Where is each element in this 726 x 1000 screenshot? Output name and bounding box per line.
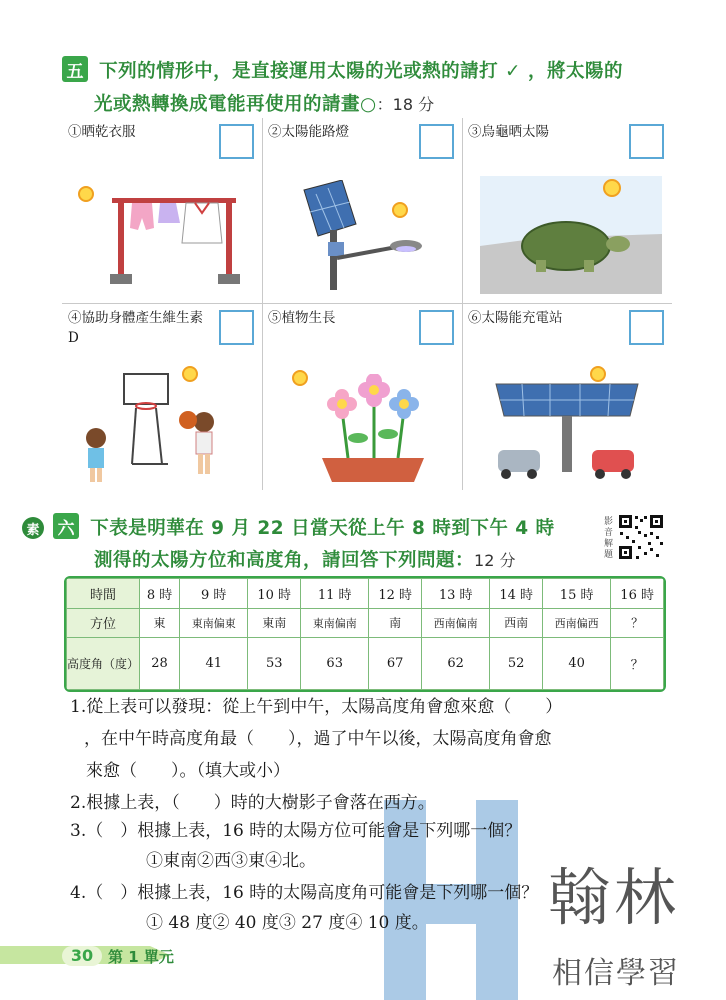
question-2: 2.根據上表，（ ）時的大樹影子會落在西方。 — [70, 793, 435, 813]
item-caption: ②太陽能路燈 — [268, 124, 349, 140]
item-plant-growth — [262, 304, 463, 490]
section5-heading — [62, 56, 682, 83]
qr-label: 影音解題 — [604, 517, 614, 560]
table-cell: 10 時 — [248, 579, 301, 609]
table-cell: 28 — [140, 638, 180, 690]
table-cell: 62 — [422, 638, 490, 690]
item-caption: ①晒乾衣服 — [68, 124, 136, 140]
table-cell: 東南偏東 — [180, 608, 248, 638]
section6-line2: 測得的太陽方位和高度角，請回答下列問題： — [94, 550, 475, 571]
table-cell: 63 — [301, 638, 369, 690]
item-vitamin-d — [62, 304, 263, 490]
question-1-line1: 1.從上表可以發現：從上午到中午，太陽高度角會愈來愈（ ） — [70, 697, 563, 717]
table-cell: ？ — [611, 638, 664, 690]
page-number: 30 — [62, 946, 102, 966]
item-caption: ⑥太陽能充電站 — [468, 310, 563, 326]
table-cell: 西南偏南 — [422, 608, 490, 638]
sun-data-table — [64, 576, 666, 692]
table-cell: 東南 — [248, 608, 301, 638]
item-solar-streetlamp — [262, 118, 463, 304]
table-cell: 東南偏南 — [301, 608, 369, 638]
table-cell: 52 — [490, 638, 543, 690]
table-cell: 東 — [140, 608, 180, 638]
sun-icon — [78, 186, 94, 202]
item-caption: ③烏龜晒太陽 — [468, 124, 549, 140]
brand-name: 翰林 — [548, 861, 681, 934]
table-row-time — [67, 579, 664, 609]
section5-line1: 下列的情形中，是直接運用太陽的光或熱的請打 ✓ ，將太陽的 — [99, 60, 623, 82]
answer-box[interactable] — [629, 124, 664, 159]
answer-box[interactable] — [219, 124, 254, 159]
answer-box[interactable] — [219, 310, 254, 345]
table-cell: 12 時 — [369, 579, 422, 609]
charging-station-illustration — [492, 378, 642, 486]
section5-score: ：18 分 — [376, 95, 435, 114]
item-caption: ⑤植物生長 — [268, 310, 336, 326]
table-cell: 14 時 — [490, 579, 543, 609]
sun-icon — [604, 180, 620, 196]
row-label: 方位 — [67, 608, 140, 638]
answer-box[interactable] — [419, 310, 454, 345]
question-3-options: ①東南②西③東④北。 — [146, 851, 316, 871]
table-row-direction — [67, 608, 664, 638]
table-row-angle — [67, 638, 664, 690]
table-cell: 16 時 — [611, 579, 664, 609]
qr-code-icon[interactable] — [618, 514, 664, 560]
table-cell: 西南 — [490, 608, 543, 638]
table-cell: 11 時 — [301, 579, 369, 609]
table-cell: 8 時 — [140, 579, 180, 609]
table-cell: 南 — [369, 608, 422, 638]
question-4: 4.（ ）根據上表，16 時的太陽高度角可能會是下列哪一個？ — [70, 883, 539, 903]
table-cell: 67 — [369, 638, 422, 690]
question-4-options: ① 48 度② 40 度③ 27 度④ 10 度。 — [146, 913, 429, 933]
section5-heading-line2 — [94, 90, 434, 116]
table-cell: 41 — [180, 638, 248, 690]
solar-lamp-illustration — [292, 180, 432, 290]
item-turtle-sunbathing — [462, 118, 672, 304]
answer-box[interactable] — [419, 124, 454, 159]
row-label: 高度角（度） — [67, 638, 140, 690]
section6-line1: 下表是明華在 9 月 22 日當天從上午 8 時到下午 4 時 — [90, 517, 555, 539]
section6-heading-line2 — [94, 546, 515, 572]
brand-slogan: 相信學習 — [552, 956, 680, 991]
question-1-line2: ，在中午時高度角最（ ），過了中午以後，太陽高度角會愈 — [84, 729, 552, 749]
section5-badge: 五 — [62, 56, 88, 82]
item-drying-clothes — [62, 118, 263, 304]
flowers-illustration — [318, 374, 428, 484]
table-cell: 53 — [248, 638, 301, 690]
table-cell: ？ — [611, 608, 664, 638]
table-cell: 15 時 — [542, 579, 610, 609]
table-cell: 西南偏西 — [542, 608, 610, 638]
section5-line2: 光或熱轉換成電能再使用的請畫 — [94, 94, 361, 115]
section6-badge: 六 — [53, 513, 79, 539]
question-3: 3.（ ）根據上表，16 時的太陽方位可能會是下列哪一個？ — [70, 821, 522, 841]
item-caption: ④協助身體產生維生素 D — [68, 310, 203, 346]
row-label: 時間 — [67, 579, 140, 609]
activity-grid — [62, 118, 672, 490]
section6-heading — [22, 513, 555, 540]
table-cell: 13 時 — [422, 579, 490, 609]
basketball-illustration — [84, 364, 254, 486]
answer-box[interactable] — [629, 310, 664, 345]
section6-score: 12 分 — [474, 551, 516, 570]
clothesline-illustration — [102, 188, 242, 288]
unit-label: 第 1 單元 — [108, 948, 174, 966]
table-cell: 40 — [542, 638, 610, 690]
circle-symbol: ○ — [360, 94, 377, 115]
literacy-tag: 素 — [22, 517, 44, 539]
turtle-illustration — [480, 176, 662, 294]
item-solar-charging-station — [462, 304, 672, 490]
table-cell: 9 時 — [180, 579, 248, 609]
question-1-line3: 來愈（ ）。（填大或小） — [86, 761, 290, 781]
sun-icon — [292, 370, 308, 386]
